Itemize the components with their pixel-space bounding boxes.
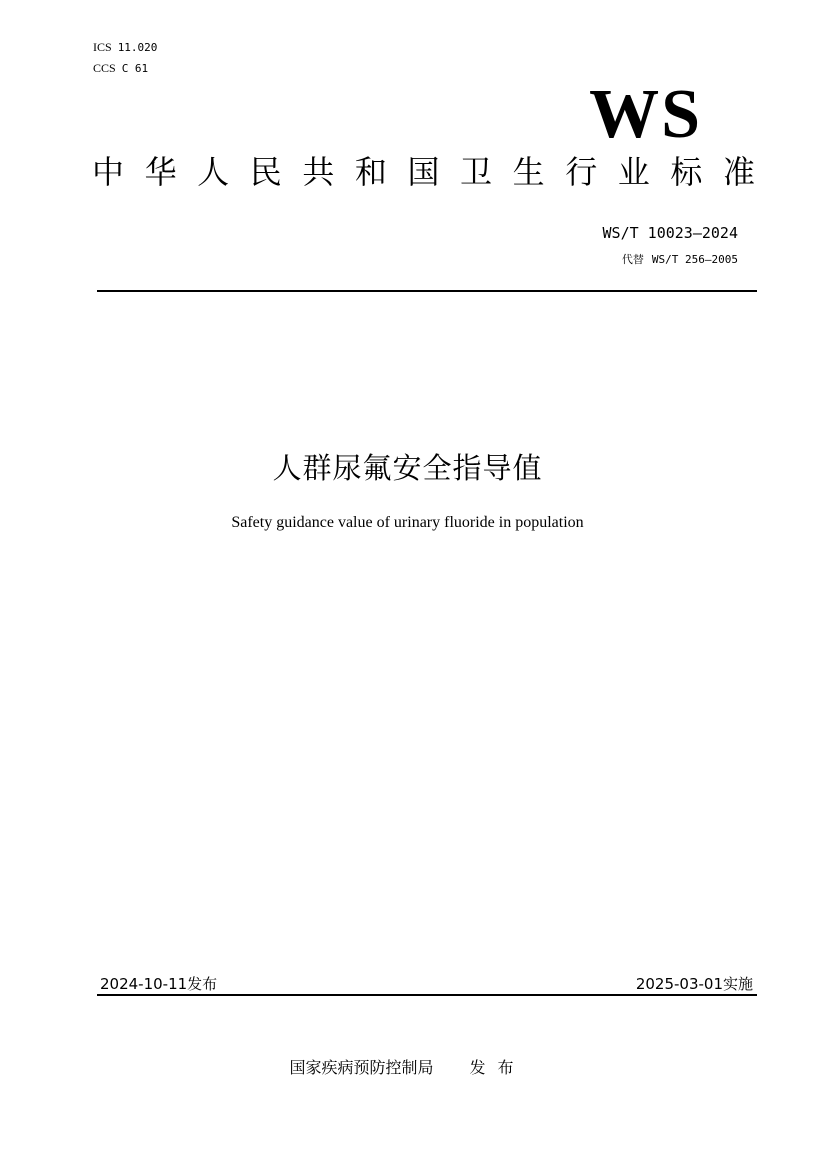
title-char: 行 [565, 153, 598, 191]
title-char: 卫 [460, 153, 493, 191]
header-divider [97, 290, 757, 292]
footer-divider [97, 994, 757, 996]
title-char: 国 [407, 153, 440, 191]
ics-code [93, 40, 157, 55]
issue-date: 2024-10-11发布 [100, 975, 218, 993]
title-char: 中 [92, 153, 125, 191]
industry-standard-title [92, 153, 755, 191]
title-char: 准 [722, 153, 755, 191]
title-char: 华 [144, 153, 177, 191]
ccs-code [93, 61, 148, 76]
implementation-date: 2025-03-01实施 [635, 975, 753, 993]
replaces-value: WS/T 256—2005 [651, 253, 738, 266]
title-char: 生 [512, 153, 545, 191]
title-char: 和 [354, 153, 387, 191]
ccs-label: CCS [93, 61, 116, 75]
standard-number: WS/T 10023—2024 [602, 224, 738, 242]
replaces-label: 代替 [621, 253, 644, 266]
issuer-line [0, 1055, 815, 1078]
ws-logo: WS [589, 76, 702, 153]
title-char: 民 [249, 153, 282, 191]
ics-value: 11.020 [117, 41, 158, 54]
title-char: 人 [197, 153, 230, 191]
issued-label: 发布 [469, 1058, 526, 1077]
title-char: 业 [617, 153, 650, 191]
issuer-name: 国家疾病预防控制局 [289, 1058, 434, 1077]
title-char: 标 [670, 153, 703, 191]
replaces-standard [622, 251, 738, 267]
standard-title-english: Safety guidance value of urinary fluoride in population [231, 514, 584, 531]
title-char: 共 [302, 153, 335, 191]
standard-title-chinese: 人群尿氟安全指导值 [272, 451, 543, 485]
ccs-value: C 61 [121, 62, 149, 75]
ics-label: ICS [93, 40, 112, 54]
